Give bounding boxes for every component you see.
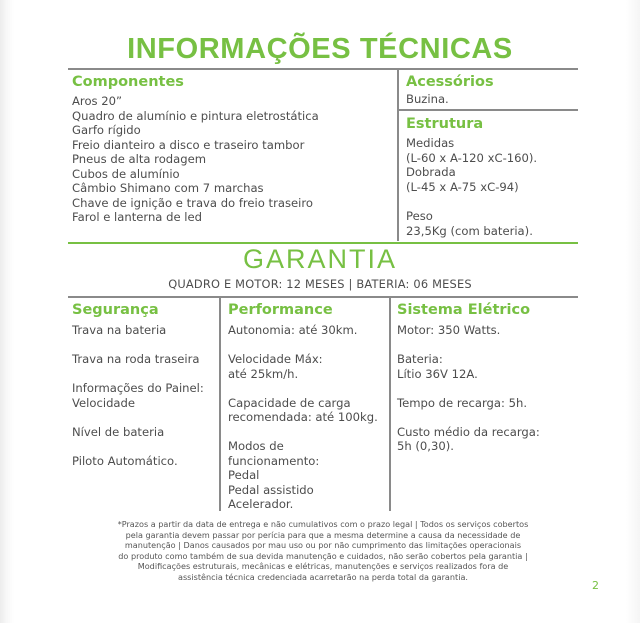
footnote-line: Modificações estruturais, mecânicas e elétricas, manutenções e serviços realizados fora de bbox=[137, 561, 509, 572]
seguranca-heading: Segurança bbox=[72, 302, 159, 318]
list-item bbox=[228, 439, 378, 512]
estrutura-heading: Estrutura bbox=[406, 116, 484, 132]
line-text: Lítio 36V 12A. bbox=[397, 366, 478, 381]
line-text: Pedal bbox=[228, 468, 260, 482]
line-text: Trava na roda traseira bbox=[72, 352, 200, 366]
list-item bbox=[397, 396, 540, 411]
list-item bbox=[397, 425, 540, 454]
line-text: Pedal assistido bbox=[228, 482, 314, 497]
list-item bbox=[228, 396, 378, 425]
list-item: Farol e lanterna de led bbox=[72, 210, 202, 224]
line-text: Custo médio da recarga: bbox=[397, 424, 540, 439]
line-text: funcionamento: bbox=[228, 453, 320, 468]
acessorios-divider bbox=[399, 109, 578, 111]
list-item bbox=[397, 352, 540, 381]
column-divider-1 bbox=[219, 297, 221, 511]
list-item bbox=[72, 352, 204, 367]
list-item: Garfo rígido bbox=[72, 123, 141, 137]
performance-heading: Performance bbox=[228, 302, 333, 318]
line-text: Velocidade Máx: bbox=[228, 352, 323, 366]
list-item bbox=[72, 454, 204, 469]
componentes-list bbox=[72, 94, 319, 225]
seguranca-list bbox=[72, 323, 204, 468]
bottom-divider bbox=[68, 296, 578, 298]
sistema-list bbox=[397, 323, 540, 454]
componentes-heading: Componentes bbox=[72, 74, 184, 90]
footnote-line: manutenção | Danos causados por mau uso ou por não cumprimento das limitações operacionais bbox=[124, 540, 522, 551]
line-text: Motor: 350 Watts. bbox=[397, 323, 501, 337]
list-item bbox=[72, 381, 204, 410]
list-item: Buzina. bbox=[406, 92, 449, 106]
top-divider bbox=[68, 68, 578, 70]
list-item: (L-60 x A-120 xC-160). bbox=[406, 150, 538, 165]
list-item: Freio dianteiro a disco e traseiro tambor bbox=[72, 137, 305, 152]
line-text: Bateria: bbox=[397, 352, 443, 366]
list-item bbox=[72, 323, 204, 338]
list-item bbox=[228, 323, 378, 338]
footnote-line: assistência técnica credenciada acarretarão na perda total da garantia. bbox=[178, 571, 468, 582]
column-divider-2 bbox=[389, 297, 391, 511]
line-text: Nível de bateria bbox=[72, 424, 165, 439]
line-text: Piloto Automático. bbox=[72, 453, 178, 468]
page-number: 2 bbox=[592, 579, 599, 592]
list-item bbox=[228, 352, 378, 381]
line-text: Tempo de recarga: 5h. bbox=[397, 395, 528, 410]
footnote bbox=[78, 519, 568, 583]
page-title: INFORMAÇÕES TÉCNICAS bbox=[127, 33, 513, 65]
line-text: Capacidade de carga bbox=[228, 395, 351, 410]
line-text: Velocidade bbox=[72, 395, 136, 410]
line-text: Informações do Painel: bbox=[72, 381, 204, 395]
line-text: Acelerador. bbox=[228, 497, 294, 511]
list-item bbox=[397, 323, 540, 338]
line-text: recomendada: até 100kg. bbox=[228, 410, 378, 424]
line-text: Trava na bateria bbox=[72, 323, 167, 337]
footnote-line: *Prazos a partir da data de entrega e não cumulativos com o prazo legal | Todos os serviços cobertos bbox=[117, 519, 529, 529]
list-item: Cubos de alumínio bbox=[72, 166, 180, 181]
line-text: 5h (0,30). bbox=[397, 439, 454, 453]
footnote-line: do produto como também de sua devida manutenção e cuidados, não serão cobertos pela garantia | bbox=[118, 550, 528, 561]
list-item: 23,5Kg (com bateria). bbox=[406, 223, 533, 238]
list-item: (L-45 x A-75 xC-94) bbox=[406, 179, 519, 194]
list-item bbox=[72, 425, 204, 440]
performance-list bbox=[228, 323, 378, 512]
footnote-line: pela garantia devem passar por perícia para que a mesma determine a causa da necessidade de bbox=[125, 529, 521, 540]
acessorios-list bbox=[406, 92, 449, 107]
list-item: Chave de ignição e trava do freio traseiro bbox=[72, 195, 313, 210]
acessorios-heading: Acessórios bbox=[406, 74, 494, 90]
garantia-heading: GARANTIA bbox=[242, 244, 398, 274]
list-item: Peso bbox=[406, 209, 433, 223]
sistema-heading: Sistema Elétrico bbox=[397, 302, 531, 318]
list-item: Dobrada bbox=[406, 165, 456, 179]
garantia-subtitle: QUADRO E MOTOR: 12 MESES | BATERIA: 06 MESES bbox=[168, 277, 472, 291]
spec-column-divider bbox=[397, 69, 399, 241]
list-item: Câmbio Shimano com 7 marchas bbox=[72, 181, 264, 195]
line-text: Modos de bbox=[228, 439, 284, 453]
line-text: até 25km/h. bbox=[228, 366, 299, 381]
line-text: Autonomia: até 30km. bbox=[228, 323, 358, 337]
list-item: Pneus de alta rodagem bbox=[72, 152, 207, 166]
list-item: Medidas bbox=[406, 136, 455, 150]
estrutura-list bbox=[406, 136, 537, 238]
list-item: Aros 20” bbox=[72, 94, 123, 108]
list-item: Quadro de alumínio e pintura eletrostática bbox=[72, 108, 319, 123]
list-item bbox=[406, 194, 537, 209]
